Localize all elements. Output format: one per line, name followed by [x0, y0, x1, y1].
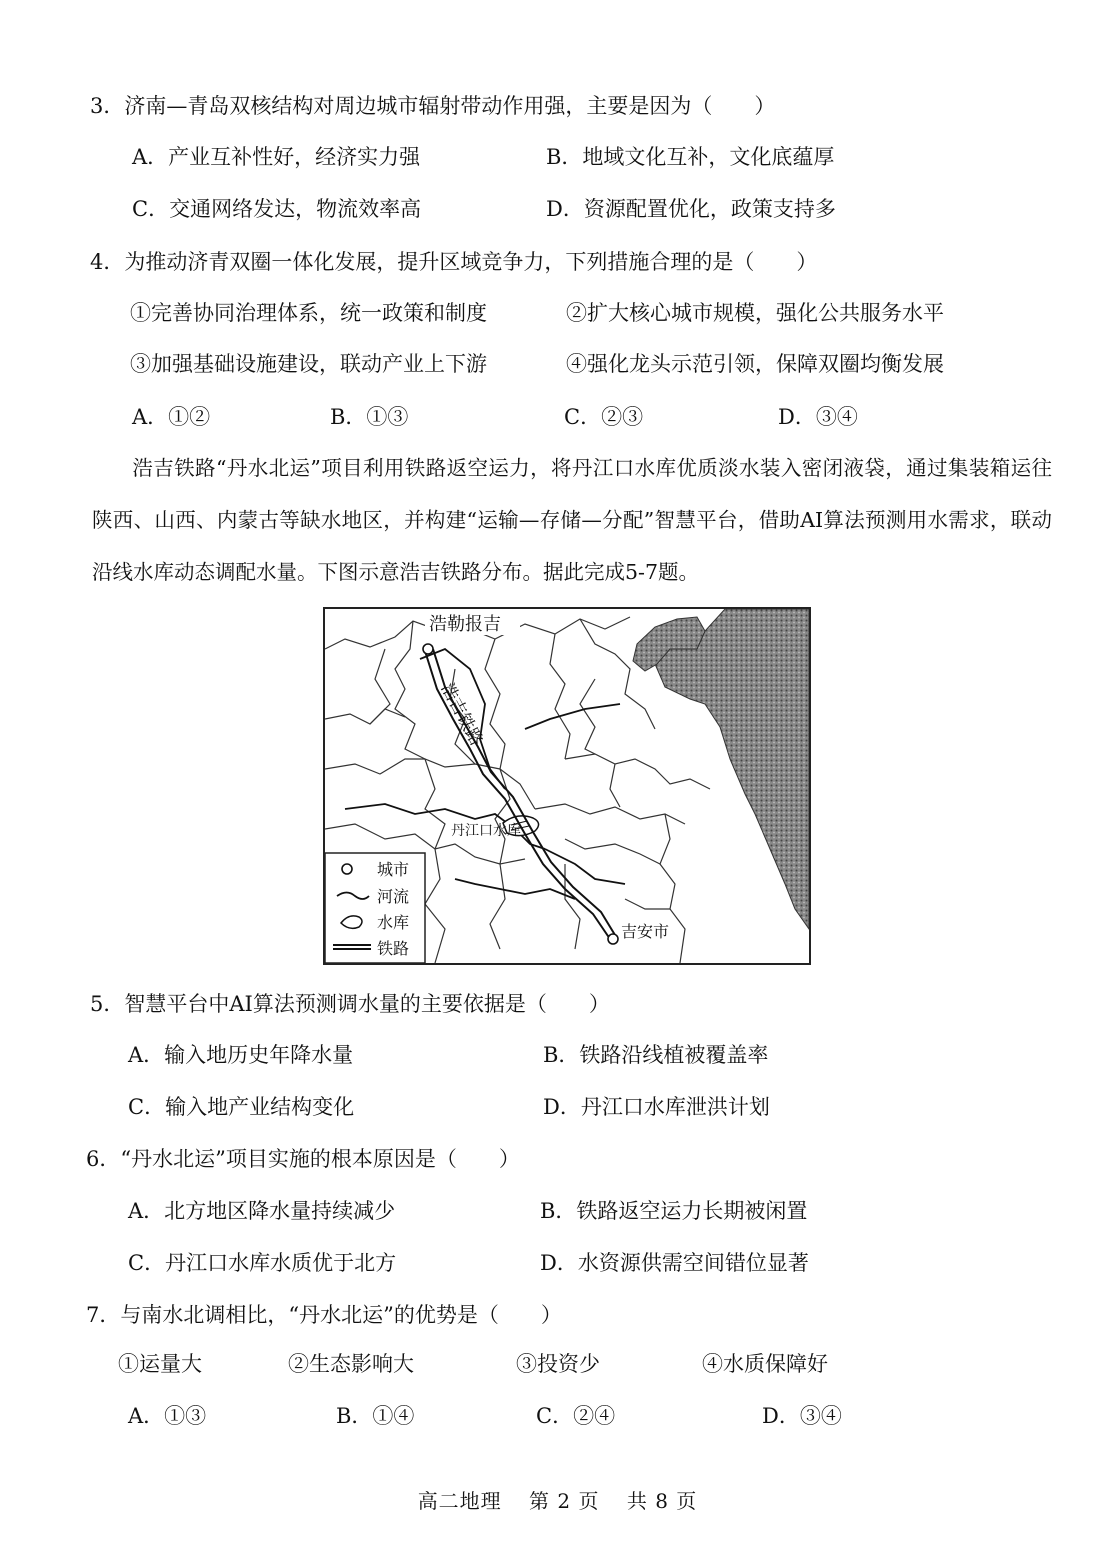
question-4-statement-2: ②扩大核心城市规模，强化公共服务水平	[566, 301, 944, 325]
border-line	[565, 839, 660, 864]
map-legend	[325, 853, 425, 963]
border-line	[490, 864, 505, 949]
question-7-option-b: B．①④	[336, 1404, 415, 1428]
question-5-option-b: B．铁路沿线植被覆盖率	[543, 1043, 769, 1067]
question-3-option-c: C．交通网络发达，物流效率高	[132, 197, 422, 221]
question-6-option-b: B．铁路返空运力长期被闲置	[540, 1199, 808, 1223]
border-line	[580, 679, 595, 754]
reservoir-label: 丹江口水库	[451, 824, 521, 839]
question-4-option-a: A．①②	[132, 405, 211, 429]
question-4-stem: 4．为推动济青双圈一体化发展，提升区域竞争力，下列措施合理的是（ ）	[90, 250, 818, 274]
question-4-statement-4: ④强化龙头示范引领，保障双圈均衡发展	[566, 352, 944, 376]
north-city-label: 浩勒报吉	[429, 614, 501, 634]
question-6-option-c: C．丹江口水库水质优于北方	[128, 1251, 397, 1275]
question-6-stem: 6．“丹水北运”项目实施的根本原因是（ ）	[86, 1147, 520, 1171]
legend-railway-label: 铁路	[377, 941, 410, 958]
question-4-option-c: C．②③	[564, 405, 644, 429]
question-4-option-d: D．③④	[778, 405, 858, 429]
question-5-option-c: C．输入地产业结构变化	[128, 1095, 355, 1119]
question-7-statement-1: ①运量大	[118, 1352, 202, 1376]
border-line	[550, 634, 570, 759]
border-line	[370, 649, 390, 724]
question-4-option-b: B．①③	[330, 405, 409, 429]
border-line	[325, 709, 405, 724]
question-4-statement-1: ①完善协同治理体系，统一政策和制度	[130, 301, 487, 325]
question-5-option-d: D．丹江口水库泄洪计划	[543, 1095, 770, 1119]
question-4-statement-3: ③加强基础设施建设，联动产业上下游	[130, 352, 487, 376]
question-3-stem: 3．济南—青岛双核结构对周边城市辐射带动作用强，主要是因为（ ）	[90, 94, 776, 118]
legend-city-icon	[342, 864, 352, 874]
sea-area	[655, 609, 809, 929]
footer-total: 共 8 页	[626, 1489, 698, 1513]
question-7-option-a: A．①③	[128, 1404, 207, 1428]
page-footer	[0, 1485, 1115, 1514]
question-7-statement-4: ④水质保障好	[702, 1352, 828, 1376]
question-7-statement-3: ③投资少	[516, 1352, 600, 1376]
border-line	[425, 849, 445, 963]
legend-box	[325, 853, 425, 963]
border-line	[580, 619, 655, 729]
railway-map-svg	[325, 609, 809, 963]
city-marker-north	[423, 644, 433, 654]
city-marker-south	[608, 934, 618, 944]
border-line	[565, 864, 580, 949]
question-3-option-a: A．产业互补性好，经济实力强	[132, 145, 421, 169]
legend-river-label: 河流	[377, 889, 410, 906]
border-line	[610, 764, 620, 807]
border-line	[565, 754, 710, 789]
question-7-statement-2: ②生态影响大	[288, 1352, 414, 1376]
question-7-stem: 7．与南水北调相比，“丹水北运”的优势是（ ）	[86, 1303, 562, 1327]
question-3-option-d: D．资源配置优化，政策支持多	[546, 197, 836, 221]
question-7-option-d: D．③④	[762, 1404, 842, 1428]
border-line	[535, 804, 685, 824]
question-6-option-a: A．北方地区降水量持续减少	[128, 1199, 396, 1223]
south-city-label: 吉安市	[621, 924, 670, 941]
legend-reservoir-label: 水库	[377, 915, 410, 932]
passage-text: 浩吉铁路“丹水北运”项目利用铁路返空运力，将丹江口水库优质淡水装入密闭液袋，通过集装箱运往陕西、山西、内蒙古等缺水地区，并构建“运输—存储—分配”智慧平台，借助AI算法预测用水需求，联动沿线水库动态调配水量。下图示意浩吉铁路分布。据此完成5-7题。	[92, 456, 1052, 584]
question-3-option-b: B．地域文化互补，文化底蕴厚	[546, 145, 835, 169]
river-line	[525, 704, 620, 729]
footer-subject: 高二地理	[417, 1489, 502, 1513]
passage	[92, 442, 1052, 598]
question-5-option-a: A．输入地历史年降水量	[128, 1043, 354, 1067]
border-line	[325, 759, 500, 774]
border-line	[395, 621, 425, 759]
footer-page: 第 2 页	[529, 1489, 600, 1513]
legend-city-label: 城市	[377, 862, 410, 879]
railway-label-text: 浩吉铁路	[437, 679, 487, 749]
border-line	[425, 759, 445, 849]
question-5-stem: 5．智慧平台中AI算法预测调水量的主要依据是（ ）	[90, 992, 610, 1016]
question-6-option-d: D．水资源供需空间错位显著	[540, 1251, 809, 1275]
railway-map	[323, 607, 811, 965]
river-line	[455, 879, 575, 899]
border-line	[625, 899, 670, 909]
question-7-option-c: C．②④	[536, 1404, 616, 1428]
